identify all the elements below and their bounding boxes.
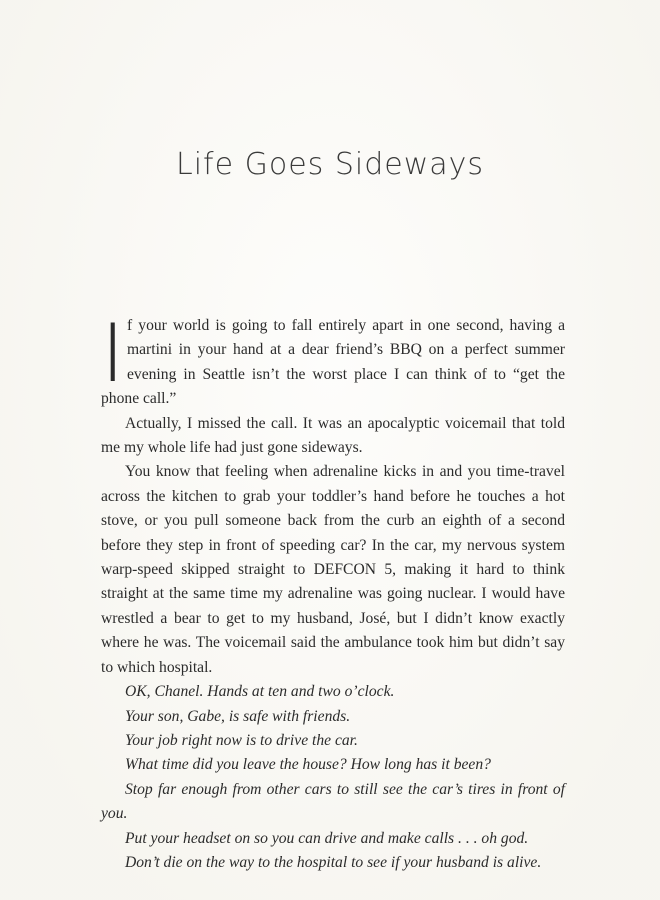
drop-cap: I [101, 307, 125, 400]
thought-line: Stop far enough from other cars to still see the car’s tires in front of you. [101, 780, 565, 823]
chapter-title: Life Goes Sideways [175, 147, 484, 182]
paragraph: Actually, I missed the call. It was an apocalyptic voicemail that told me my whole life had just gone sideways. [101, 414, 565, 457]
thought-line: Your job right now is to drive the car. [125, 731, 358, 749]
thought-line: Your son, Gabe, is safe with friends. [125, 707, 351, 725]
opening-paragraph [101, 307, 565, 412]
paragraph: You know that feeling when adrenaline kicks in and you time-travel across the kitchen to grab your toddler’s hand before he touches a hot stove, or you pull someone back from the curb an eighth of a second before they step in front of speeding car? In the car, my nervous system warp-speed skipped straight to DEFCON 5, making it hard to think straight at the same time my adrenaline was going nuclear. I would have wrestled a bear to get to my husband, José, but I didn’t know exactly where he was. The voicemail said the ambulance took him but didn’t say to which hospital. [101, 463, 565, 676]
thought-line: OK, Chanel. Hands at ten and two o’clock. [125, 683, 395, 701]
opening-text: f your world is going to fall entirely apart in one second, having a martini in your hand at a dear friend’s BBQ on a perfect summer evening in Seattle isn’t the worst place I can think of to “get the phone call.” [101, 317, 565, 408]
thought-line: Don’t die on the way to the hospital to see if your husband is alive. [125, 853, 542, 871]
thought-line: What time did you leave the house? How long has it been? [125, 756, 491, 774]
drop-cap-box [101, 307, 125, 400]
body-text [101, 307, 565, 875]
thought-line: Put your headset on so you can drive and make calls . . . oh god. [125, 829, 529, 847]
